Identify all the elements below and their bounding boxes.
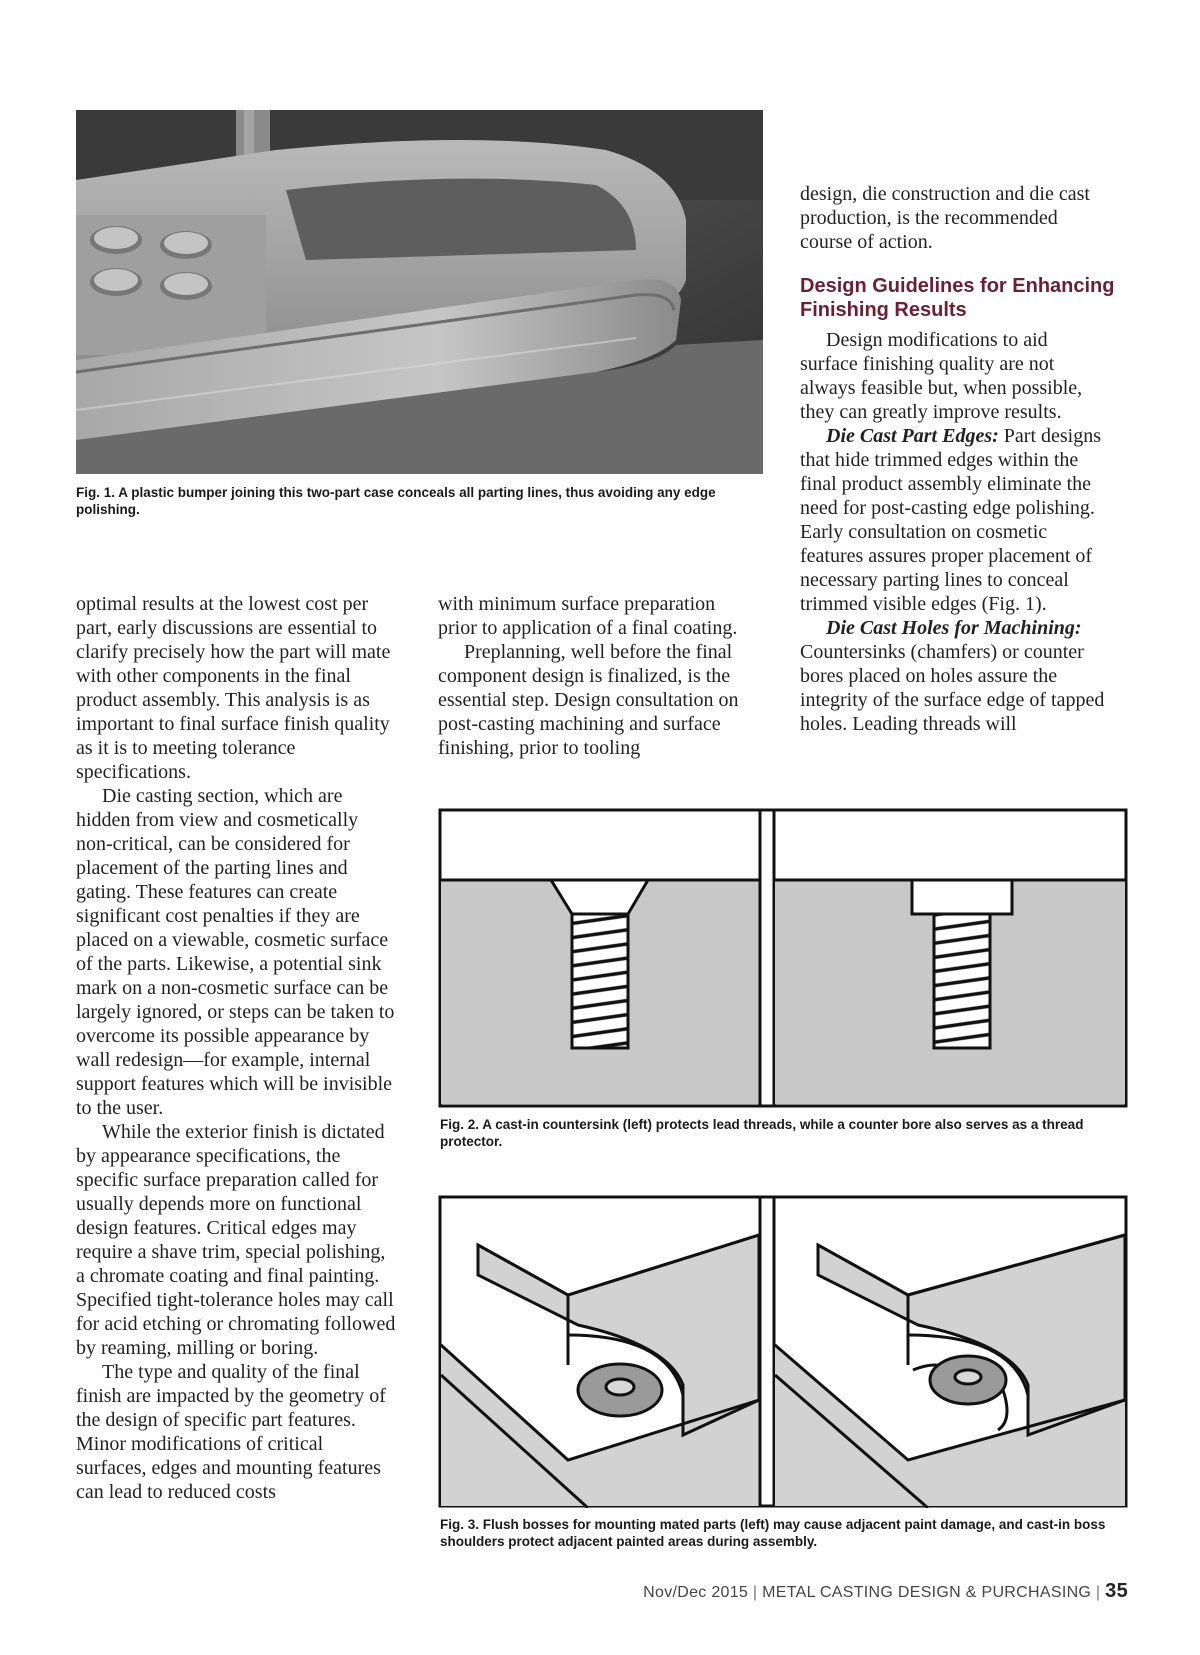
countersink-panel <box>440 810 760 1106</box>
body-column-3 <box>800 328 1110 736</box>
figure-2-caption: Fig. 2. A cast-in countersink (left) protects lead threads, while a counter bore also serves as a thread protector. <box>440 1117 1084 1149</box>
section-heading: Design Guidelines for Enhancing Finishing Results <box>800 275 1115 321</box>
footer-publication: METAL CASTING DESIGN & PURCHASING <box>762 1584 1092 1601</box>
col2-paragraph-2: Preplanning, well before the final component design is finalized, is the essential step. Design consultation on post-casting machining and surface finishing, prior to tooling <box>438 641 739 759</box>
col2-paragraph-1: with minimum surface preparation prior to application of a final coating. <box>438 593 738 639</box>
boss-shoulder-panel <box>774 1197 1126 1508</box>
footer-separator-2: | <box>1095 1584 1101 1601</box>
col3-intro-paragraph: design, die construction and die cast production, is the recommended course of action. <box>800 183 1090 253</box>
page-footer <box>643 1580 1128 1603</box>
col3-paragraph-holes <box>800 616 1110 736</box>
body-column-2 <box>438 592 758 760</box>
counter-bore-panel <box>774 810 1126 1106</box>
col3-paragraph-1: Design modifications to aid surface finishing quality are not always feasible but, when possible, they can greatly improve results. <box>800 329 1083 423</box>
figure-1-photo <box>76 110 763 474</box>
figure-3-caption: Fig. 3. Flush bosses for mounting mated parts (left) may cause adjacent paint damage, and cast-in boss shoulders protect adjacent painted areas during assembly. <box>440 1517 1106 1549</box>
col1-paragraph-1: optimal results at the lowest cost per part, early discussions are essential to clarify precisely how the part will mate with other components in the final product assembly. This analysis is as important to final surface finish quality as it is to meeting tolerance specifications. <box>76 593 391 783</box>
figure-2-diagram <box>438 808 1128 1108</box>
body-column-3-intro <box>800 182 1100 254</box>
footer-issue: Nov/Dec 2015 <box>643 1584 749 1601</box>
edges-text: Part designs that hide trimmed edges within the final product assembly eliminate the need for post-casting edge polishing. Early consultation on cosmetic features assures proper placement of necessary parting lines to conceal trimmed visible edges (Fig. 1). <box>800 425 1101 615</box>
flush-boss-panel <box>440 1197 760 1508</box>
col1-paragraph-4: The type and quality of the final finish are impacted by the geometry of the design of specific part features. Minor modifications of critical surfaces, edges and mounting features can lead to reduced costs <box>76 1361 386 1503</box>
holes-text: Countersinks (chamfers) or counter bores placed on holes assure the integrity of the surface edge of tapped holes. Leading threads will <box>800 641 1105 735</box>
body-column-1 <box>76 592 396 1504</box>
col3-paragraph-edges <box>800 424 1110 616</box>
holes-run-in-label: Die Cast Holes for Machining: <box>826 617 1082 639</box>
col1-paragraph-3: While the exterior finish is dictated by appearance specifications, the specific surface preparation called for usually depends more on functional design features. Critical edges may require a shave trim, special polishing, a chromate coating and final painting. Specified tight-tolerance holes may call for acid etching or chromating followed by reaming, milling or boring. <box>76 1121 396 1359</box>
col1-paragraph-2: Die casting section, which are hidden from view and cosmetically non-critical, can be considered for placement of the parting lines and gating. These features can create significant cost penalties if they are placed on a viewable, cosmetic surface of the parts. Likewise, a potential sink mark on a non-cosmetic surface can be largely ignored, or steps can be taken to overcome its possible appearance by wall redesign—for example, internal support features which will be invisible to the user. <box>76 785 395 1119</box>
edges-run-in-label: Die Cast Part Edges: <box>826 425 999 447</box>
figure-1-caption: Fig. 1. A plastic bumper joining this two-part case conceals all parting lines, thus avoiding any edge polishing. <box>76 485 716 517</box>
figure-3-diagram <box>438 1195 1128 1508</box>
footer-separator: | <box>752 1584 758 1601</box>
page-number: 35 <box>1105 1580 1128 1602</box>
